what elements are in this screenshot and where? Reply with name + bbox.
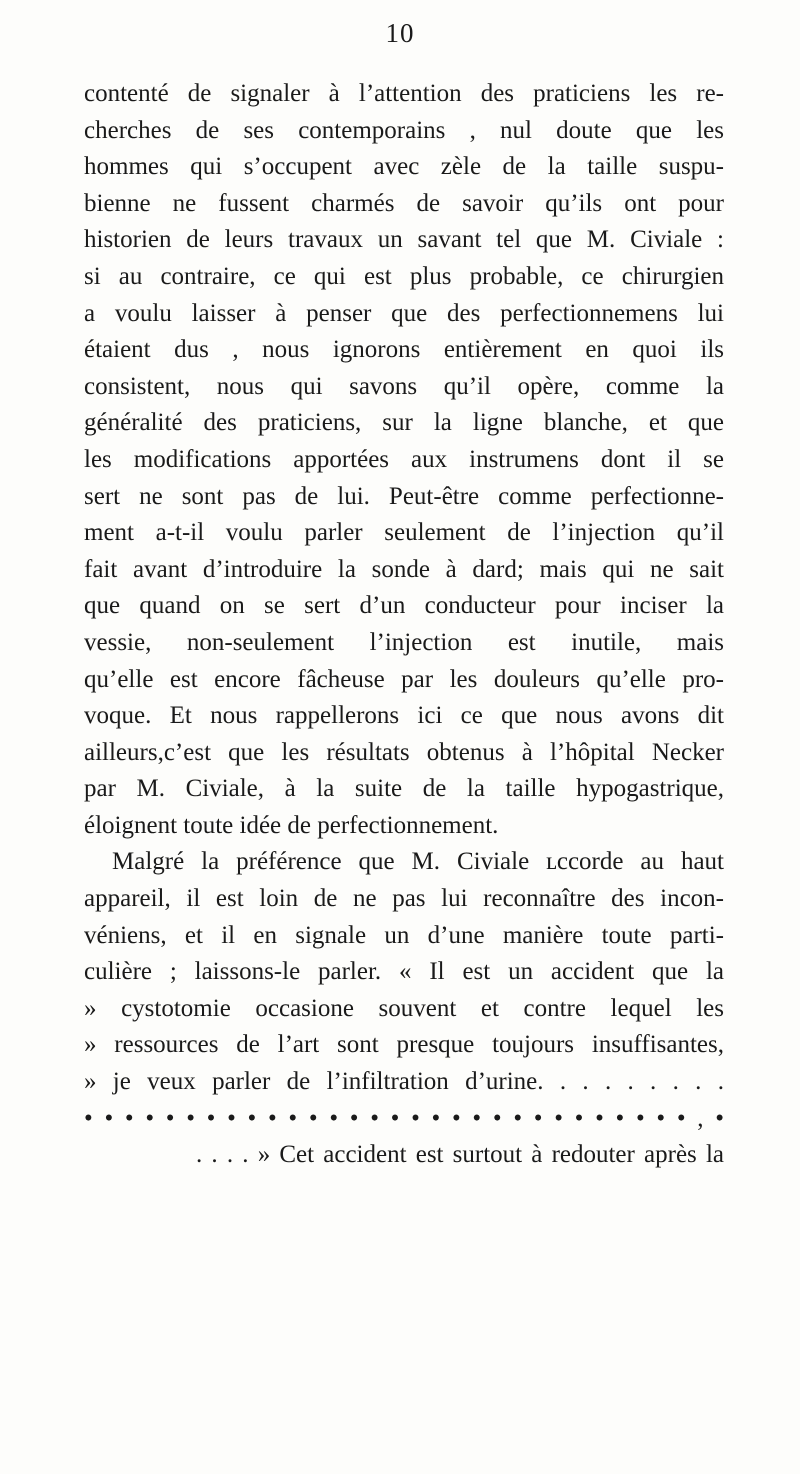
text-line: par M. Civiale, à la suite de la taille hypogastrique, (84, 775, 724, 803)
text-line-paragraph-end: éloignent toute idée de perfectionnement. (84, 811, 499, 839)
text-line: que quand on se sert d’un conducteur pour inciser la (84, 592, 724, 620)
text-line: les modifications apportées aux instrumens dont il se (84, 445, 724, 473)
text-line: a voulu laisser à penser que des perfectionnemens lui (84, 299, 724, 327)
text-line: qu’elle est encore fâcheuse par les douleurs qu’elle pro- (84, 665, 724, 693)
quote-line: » je veux parler de l’infiltration d’urine. . . . . . . . . (84, 1068, 724, 1096)
quote-line: . . . . » Cet accident est surtout à redouter après la (196, 1141, 724, 1169)
text-line: historien de leurs travaux un savant tel que M. Civiale : (84, 226, 724, 254)
text-line: bienne ne fussent charmés de savoir qu’ils ont pour (84, 189, 724, 217)
text-line: si au contraire, ce qui est plus probable, ce chirurgien (84, 262, 724, 290)
text-line: véniens, et il en signale un d’une manière toute parti- (84, 921, 724, 949)
body-text (84, 76, 724, 1174)
text-line: contenté de signaler à l’attention des praticiens les re- (84, 80, 724, 107)
text-line: culière ; laissons-le parler. « Il est un accident que la (84, 958, 724, 986)
quote-line: » ressources de l’art sont presque toujours insuffisantes, (84, 1031, 724, 1059)
text-line: appareil, il est loin de ne pas lui reconnaître des incon- (84, 885, 724, 913)
text-line: hommes qui s’occupent avec zèle de la taille suspu- (84, 153, 724, 181)
text-line: ailleurs,c’est que les résultats obtenus à l’hôpital Necker (84, 738, 724, 766)
text-line: cherches de ses contemporains , nul doute que les (84, 116, 724, 144)
quote-line: » cystotomie occasione souvent et contre lequel les (84, 994, 724, 1022)
page-number: 10 (385, 18, 415, 48)
ellipsis-line: • • • • • • • • • • • • • • • • • • • • • • • • • • • • • • , • (84, 1104, 724, 1132)
text-line: voque. Et nous rappellerons ici ce que nous avons dit (84, 702, 724, 730)
text-line: généralité des praticiens, sur la ligne blanche, et que (84, 409, 724, 437)
text-line: vessie, non-seulement l’injection est inutile, mais (84, 628, 724, 656)
text-line: étaient dus , nous ignorons entièrement en quoi ils (84, 336, 724, 364)
text-line: consistent, nous qui savons qu’il opère, comme la (84, 372, 724, 400)
text-line: fait avant d’introduire la sonde à dard; mais qui ne sait (84, 555, 724, 583)
text-line: sert ne sont pas de lui. Peut-être comme perfectionne- (84, 482, 724, 510)
text-line: ment a-t-il voulu parler seulement de l’injection qu’il (84, 519, 724, 547)
text-line-paragraph-start: Malgré la préférence que M. Civiale ʟccorde au haut (112, 848, 724, 876)
